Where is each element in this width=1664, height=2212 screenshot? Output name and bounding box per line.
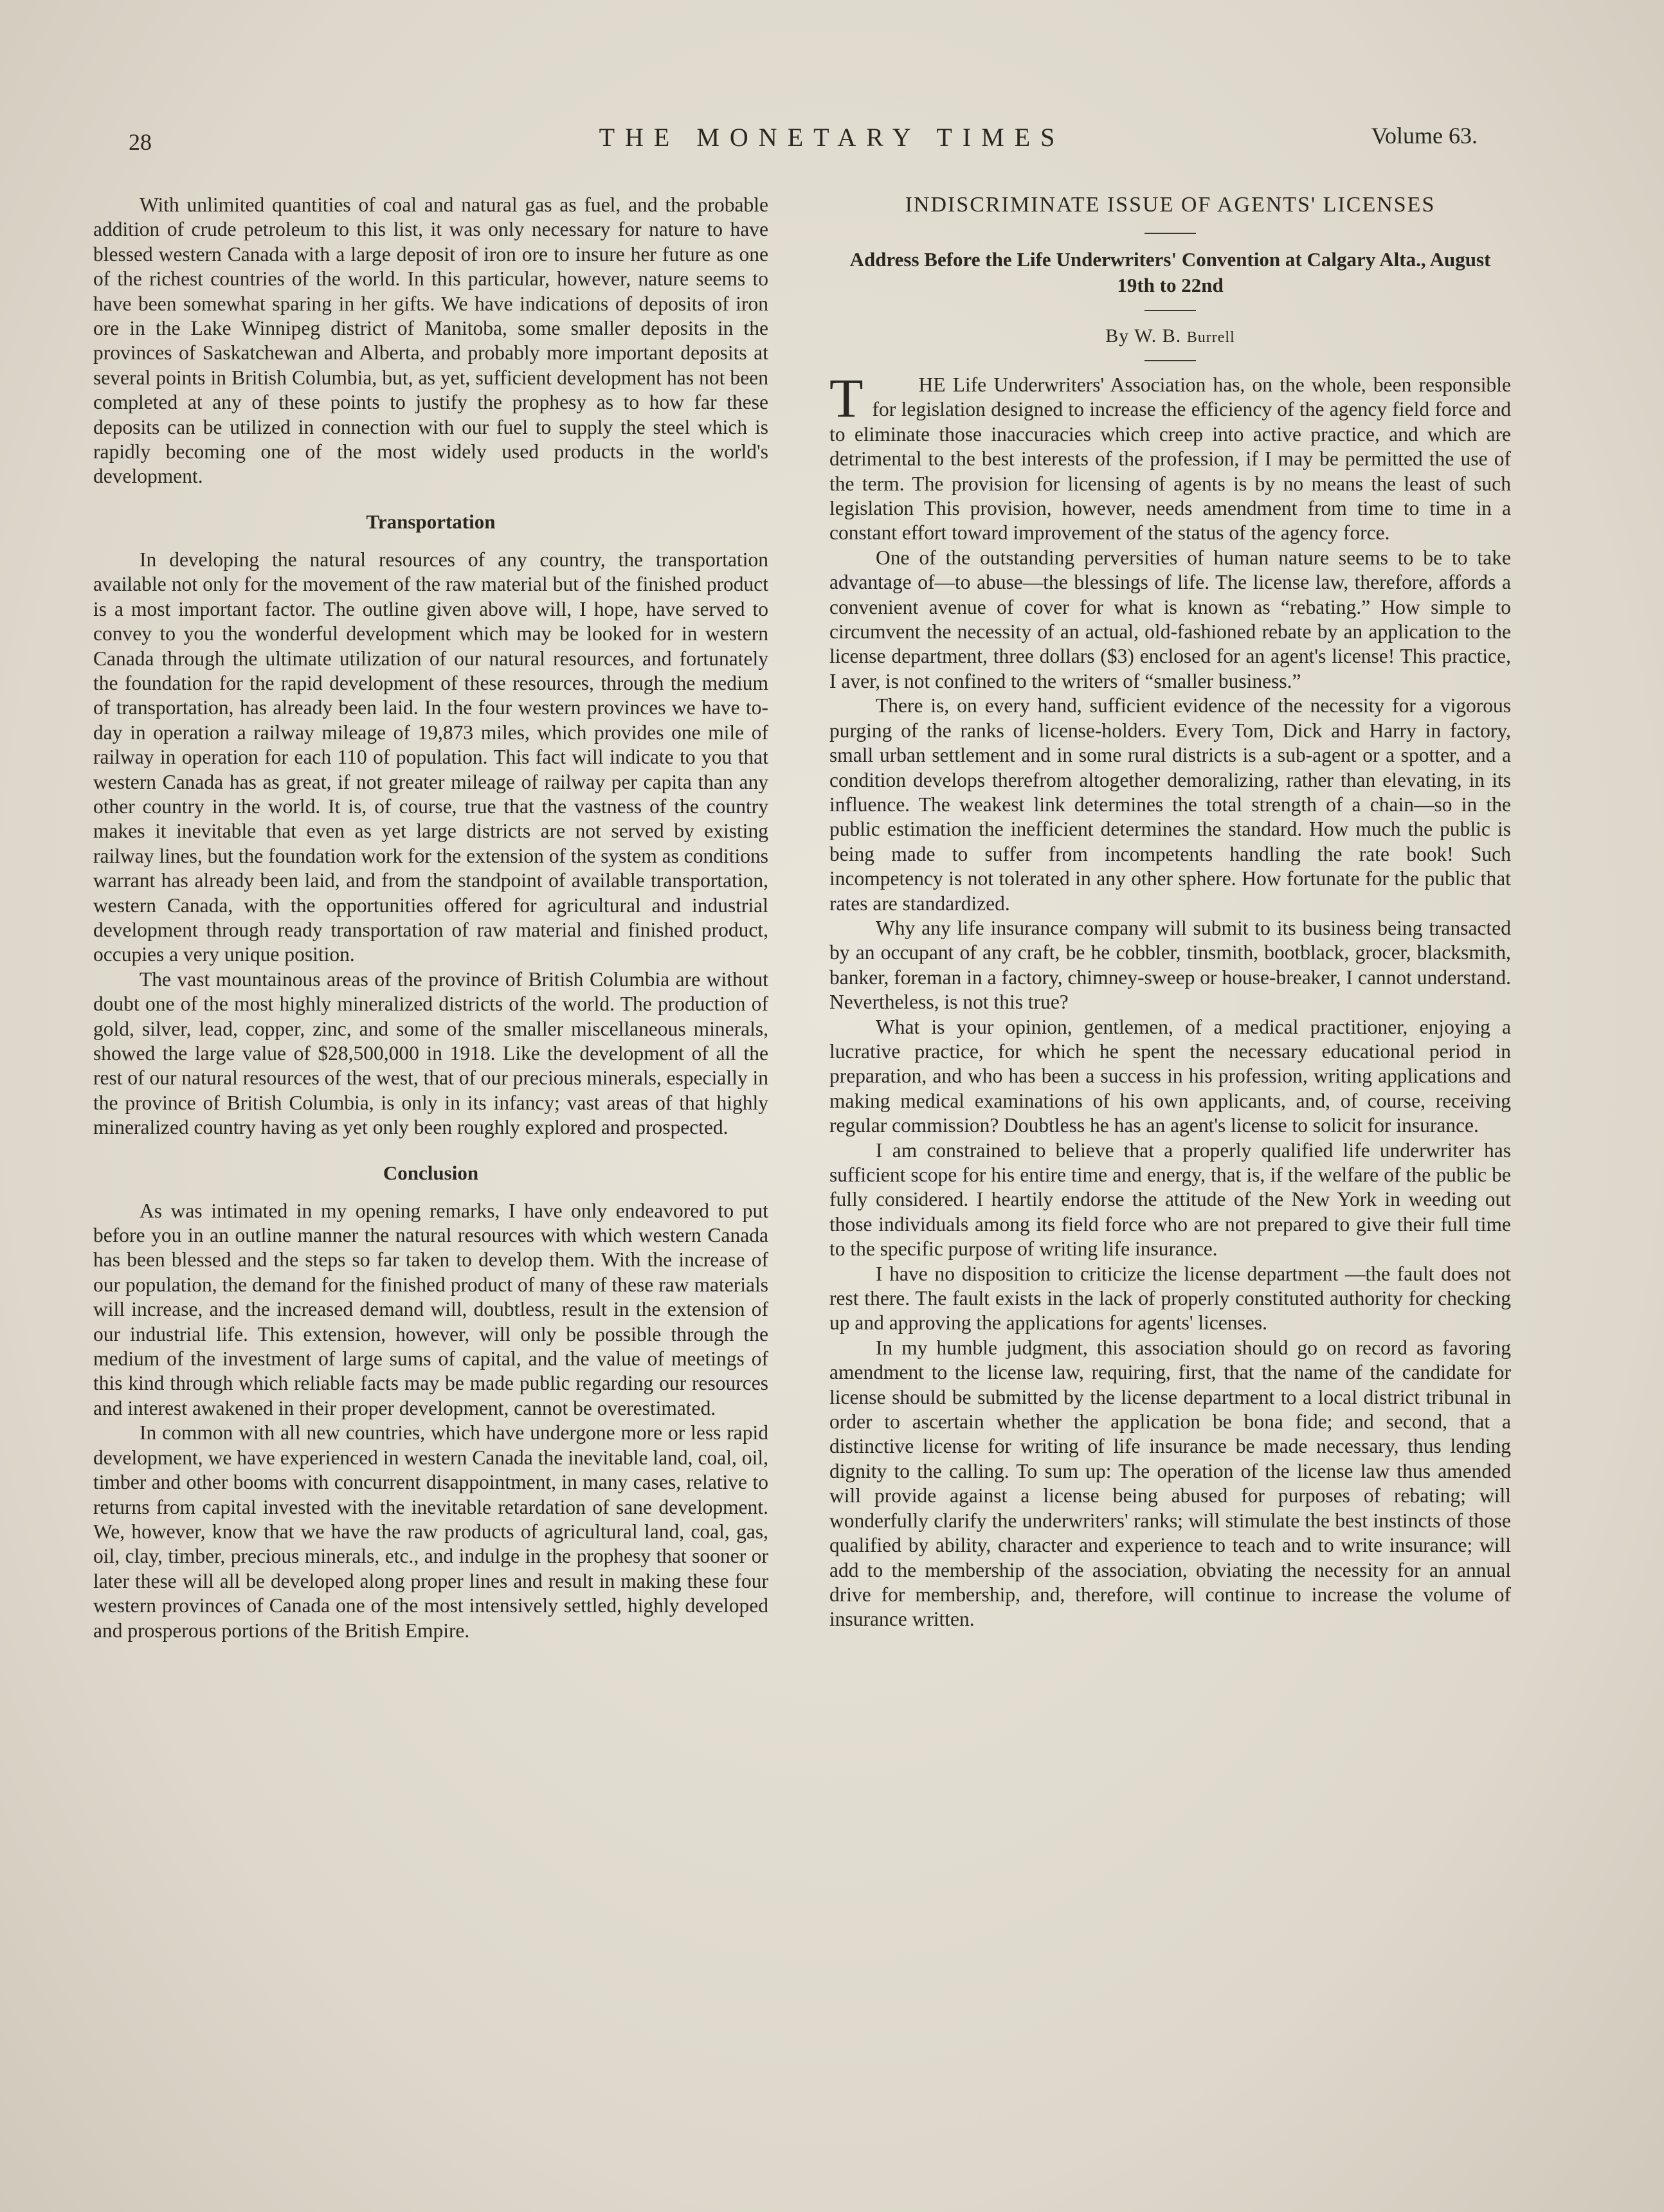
title-rule xyxy=(1144,233,1196,234)
article-paragraph-2: One of the outstanding perversities of human nature seems to be to take advantage of—to abuse—the blessings of life. The license law, therefore, affords a convenient avenue of cover for what is known as “rebating.” How simple to circumvent the necessity of an actual, old-fashioned rebate by an application to the license department, three dollars ($3) enclosed for an agent's license! This practice, I aver, is not confined to the writers of “smaller business.” xyxy=(829,546,1511,692)
byline-rule xyxy=(1144,360,1196,361)
page-number: 28 xyxy=(129,129,152,155)
article-first-paragraph xyxy=(829,367,1511,546)
right-column xyxy=(829,193,1511,1632)
conclusion-paragraph-1: As was intimated in my opening remarks, I have only endeavored to put before you in an outline manner the natural resources with which western Canada has been blessed and the steps so far taken to develop them. With the increase of our population, the demand for the finished product of many of these raw materials will increase, and the increased demand will, doubtless, result in the extension of our industrial life. This extension, however, will only be possible through the medium of the investment of large sums of capital, and the value of meetings of this kind through which reliable facts may be made public regarding our resources and interest awakened in their proper development, cannot be overestimated. xyxy=(93,1199,768,1419)
conclusion-heading: Conclusion xyxy=(383,1161,479,1184)
conclusion-paragraph-2: In common with all new countries, which have undergone more or less rapid development, we have experienced in western Canada the inevitable land, coal, oil, timber and other booms with concurrent disappointment, in many cases, relative to returns from capital invested with the inevitable retardation of sane development. We, however, know that we have the raw products of agricultural land, coal, gas, oil, clay, timber, precious minerals, etc., and indulge in the prophesy that sooner or later these will all be developed along proper lines and result in making these four western provinces of Canada one of the most intensively settled, highly developed and prosperous portions of the British Empire. xyxy=(93,1421,768,1642)
article-title: INDISCRIMINATE ISSUE OF AGENTS' LICENSES xyxy=(905,193,1436,217)
volume-label: Volume 63. xyxy=(1371,123,1478,148)
transportation-heading: Transportation xyxy=(366,510,496,533)
article-paragraph-8: In my humble judgment, this association should go on record as favoring amendment to the license law, requiring, first, that the name of the candidate for license should be submitted by the license department to a local district tribunal in order to ascertain whether the application be bona fide; and second, that a distinctive license for writing of life insurance be made necessary, thus lending dignity to the calling. To sum up: The operation of the license law thus amended will provide against a license being abused for purposes of rebating; will wonderfully clarify the underwriters' ranks; will stimulate the best instincts of those qualified by ability, character and experience to teach and to write insurance; will add to the membership of the association, obviating the necessity for an annual drive for membership, and, therefore, will continue to increase the volume of insurance written. xyxy=(829,1336,1511,1631)
article-subtitle: Address Before the Life Underwriters' Convention at Calgary Alta., August 19th to 22nd xyxy=(849,248,1491,296)
transportation-paragraph-1: In developing the natural resources of any country, the transportation available not only for the movement of the raw material but of the finished product is a most important factor. The outline given above will, I hope, have served to convey to you the wonderful development which may be looked for in western Canada through the ultimate utilization of our natural resources, and fortunately the foundation for the rapid development of these resources, through the medium of transportation, has already been laid. In the four western provinces we have to-day in operation a railway mileage of 19,873 miles, which provides one mile of railway in operation for each 110 of population. This fact will indicate to you that western Canada has as great, if not greater mileage of railway per capita than any other country in the world. It is, of course, true that the vastness of the country makes it inevitable that even as yet large districts are not served by existing railway lines, but the foundation work for the extension of the system as conditions warrant has already been laid, and from the standpoint of available transportation, western Canada, with the opportunities offered for agricultural and industrial development through ready transportation of raw material and finished product, occupies a very unique position. xyxy=(93,548,768,966)
byline xyxy=(829,325,1511,347)
byline-surname: Burrell xyxy=(1186,329,1235,346)
byline-name: W. B. xyxy=(1134,325,1182,346)
article-paragraph-5: What is your opinion, gentlemen, of a medical practitioner, enjoying a lucrative practice, for which he spent the necessary educational period in preparation, and who has been a success in his profession, writing applications and making medical examinations of his own applicants, and, of course, receiving regular commission? Doubtless he has an agent's license to solicit for insurance. xyxy=(829,1015,1511,1137)
drop-cap: T xyxy=(829,367,864,429)
article-paragraph-6: I am constrained to believe that a properly qualified life underwriter has sufficient scope for his entire time and energy, that is, if the welfare of the public be fully considered. I heartily endorse the attitude of the New York in weeding out those individuals among its field force who are not prepared to give their full time to the specific purpose of writing life insurance. xyxy=(829,1138,1511,1261)
article-paragraph-3: There is, on every hand, sufficient evidence of the necessity for a vigorous purging of the ranks of license-holders. Every Tom, Dick and Harry in factory, small urban settlement and in some rural districts is a sub-agent or a spotter, and a condition develops therefrom altogether demoralizing, rather than elevating, in its influence. The weakest link determines the total strength of a chain—so in the public estimation the inefficient determines the standard. How much the public is being made to suffer from incompetents handling the rate book! Such incompetency is not tolerated in any other sphere. How fortunate for the public that rates are standardized. xyxy=(829,694,1511,915)
left-column xyxy=(93,193,768,1643)
article-paragraph-7: I have no disposition to criticize the license department —the fault does not rest there. The fault exists in the lack of properly constituted authority for checking up and approving the applications for agents' licenses. xyxy=(829,1262,1511,1335)
first-paragraph-text: HE Life Underwriters' Association has, on the whole, been responsible for legislation designed to increase the efficiency of the agency field force and to eliminate those inaccuracies which creep into active practice, and which are detrimental to the best interests of the profession, if I may be permitted the use of the term. The provision for licensing of agents is by no means the least of such legislation This provision, however, needs amendment from time to time in a constant effort toward improvement of the status of the agency force. xyxy=(829,373,1511,544)
running-title: THE MONETARY TIMES xyxy=(599,123,1065,152)
transportation-paragraph-2: The vast mountainous areas of the province of British Columbia are without doubt one of the most highly mineralized districts of the world. The production of gold, silver, lead, copper, zinc, and some of the smaller miscellaneous minerals, showed the large value of $28,500,000 in 1918. Like the development of all the rest of our natural resources of the west, that of our precious minerals, especially in the province of British Columbia, is only in its infancy; vast areas of that highly mineralized country having as yet only been roughly explored and prospected. xyxy=(93,967,768,1139)
page-header xyxy=(0,122,1664,161)
intro-paragraph: With unlimited quantities of coal and natural gas as fuel, and the probable addition of crude petroleum to this list, it was only necessary for nature to have blessed western Canada with a large deposit of iron ore to insure her future as one of the richest countries of the world. In this particular, however, nature seems to have been somewhat sparing in her gifts. We have indications of deposits of iron ore in the Lake Winnipeg district of Manitoba, some smaller deposits in the provinces of Saskatchewan and Alberta, and probably more important deposits at several points in British Columbia, but, as yet, sufficient development has not been completed at any of these points to justify the prophesy as to how far these deposits can be utilized in connection with our fuel to supply the steel which is rapidly becoming one of the most widely used products in the world's development. xyxy=(93,193,768,488)
byline-prefix: By xyxy=(1105,325,1130,346)
subtitle-rule xyxy=(1144,310,1196,311)
article-paragraph-4: Why any life insurance company will submit to its business being transacted by an occupant of any craft, be he cobbler, tinsmith, bootblack, grocer, blacksmith, banker, foreman in a factory, chimney-sweep or house-breaker, I cannot understand. Nevertheless, is not this true? xyxy=(829,916,1511,1014)
